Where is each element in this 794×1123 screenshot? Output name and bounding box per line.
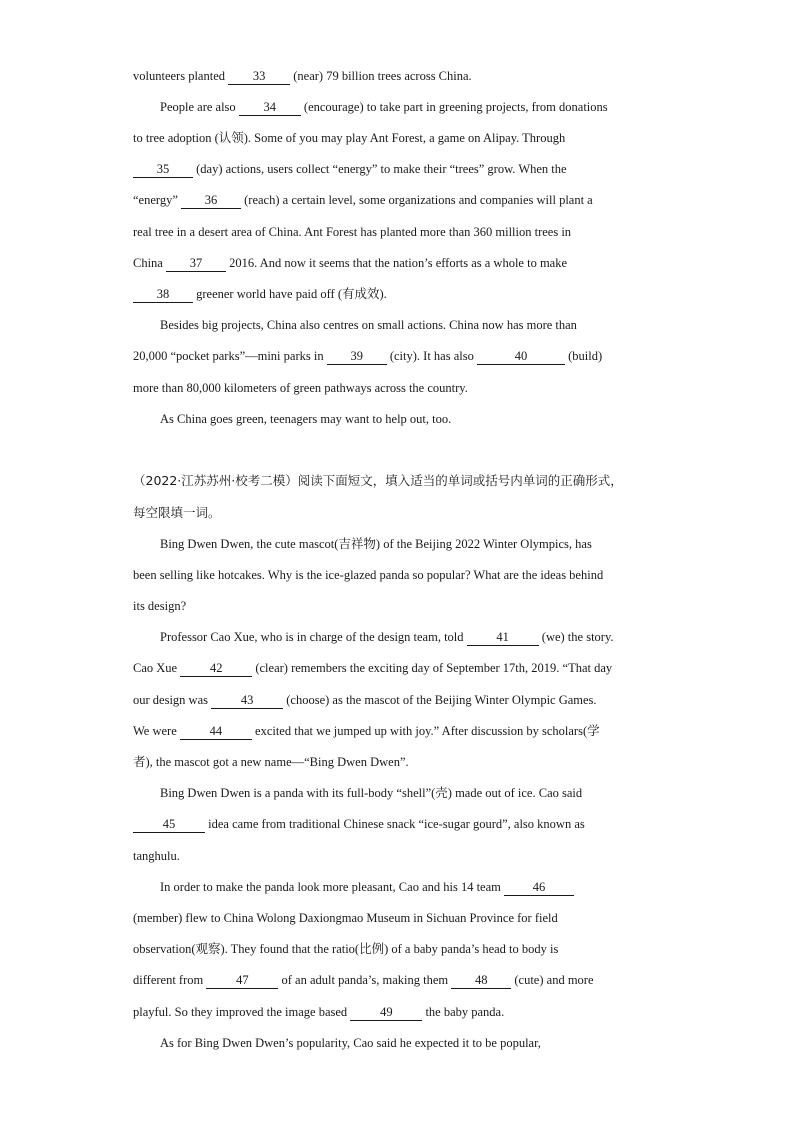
text-line: [133, 128, 664, 148]
text-run: (cute) and more: [511, 973, 594, 987]
text-run: (choose) as the mascot of the Beijing Winter Olympic Games.: [283, 693, 597, 707]
answer-blank-38: 38: [133, 287, 193, 303]
text-line: [160, 877, 664, 897]
text-run: Bing Dwen Dwen, the cute mascot(吉祥物) of the Beijing 2022 Winter Olympics, has: [160, 537, 592, 551]
answer-blank-34: 34: [239, 100, 301, 116]
text-run: We were: [133, 724, 180, 738]
answer-blank-33: 33: [228, 69, 290, 85]
text-run: volunteers planted: [133, 69, 229, 83]
answer-blank-48: 48: [451, 973, 511, 989]
text-run: Professor Cao Xue, who is in charge of the design team, told: [160, 630, 467, 644]
text-run: real tree in a desert area of China. Ant Forest has planted more than 360 million trees in: [133, 225, 572, 239]
text-run: our design was: [133, 693, 212, 707]
text-run: greener world have paid off (有成效).: [193, 287, 387, 301]
text-line: [133, 1002, 664, 1022]
answer-blank-43: 43: [211, 693, 283, 709]
text-run: 2016. And now it seems that the nation’s efforts as a whole to make: [225, 256, 568, 270]
text-line: [133, 970, 664, 990]
text-run: the baby panda.: [422, 1005, 505, 1019]
text-run: (day) actions, users collect “energy” to make their “trees” grow. When the: [193, 162, 567, 176]
answer-blank-47: 47: [206, 973, 278, 989]
text-run: been selling like hotcakes. Why is the ice-glazed panda so popular? What are the ideas behind: [133, 568, 604, 582]
text-line: [133, 721, 664, 741]
text-line: [133, 565, 664, 585]
text-run: (we) the story.: [538, 630, 614, 644]
text-run: Bing Dwen Dwen is a panda with its full-body “shell”(壳) made out of ice. Cao said: [160, 786, 583, 800]
question-header: [133, 471, 664, 491]
text-run: playful. So they improved the image based: [133, 1005, 351, 1019]
text-line: [133, 66, 664, 86]
answer-blank-40: 40: [477, 349, 565, 365]
text-line: [133, 814, 664, 834]
text-line: [160, 315, 664, 335]
text-run: (near) 79 billion trees across China.: [290, 69, 472, 83]
text-line: [160, 783, 664, 803]
text-run: 每空限填一词。: [133, 505, 221, 520]
answer-blank-41: 41: [467, 630, 539, 646]
text-line: [133, 159, 664, 179]
text-line: [160, 627, 664, 647]
text-run: China: [133, 256, 166, 270]
text-run: “energy”: [133, 193, 182, 207]
text-run: Besides big projects, China also centres on small actions. China now has more than: [160, 318, 577, 332]
text-line: [133, 752, 664, 772]
text-run: (encourage) to take part in greening projects, from donations: [300, 100, 608, 114]
text-line: [133, 346, 664, 366]
text-run: As for Bing Dwen Dwen’s popularity, Cao said he expected it to be popular,: [160, 1036, 541, 1050]
text-run: People are also: [160, 100, 239, 114]
text-run: (member) flew to China Wolong Daxiongmao Museum in Sichuan Province for field: [133, 911, 558, 925]
answer-blank-46: 46: [504, 880, 574, 896]
text-line: [133, 690, 664, 710]
text-run: observation(观察). They found that the ratio(比例) of a baby panda’s head to body is: [133, 942, 559, 956]
answer-blank-39: 39: [327, 349, 387, 365]
text-run: excited that we jumped up with joy.” After discussion by scholars(学: [251, 724, 600, 738]
text-line: [133, 596, 664, 616]
text-line: [133, 253, 664, 273]
text-run: (city). It has also: [386, 349, 477, 363]
answer-blank-42: 42: [180, 661, 252, 677]
answer-blank-35: 35: [133, 162, 193, 178]
question-header: [133, 503, 664, 523]
text-run: 者), the mascot got a new name—“Bing Dwen Dwen”.: [133, 755, 409, 769]
text-line: [133, 190, 664, 210]
text-run: its design?: [133, 599, 187, 613]
answer-blank-45: 45: [133, 817, 205, 833]
text-run: more than 80,000 kilometers of green pathways across the country.: [133, 381, 468, 395]
text-run: (build): [564, 349, 603, 363]
text-line: [133, 846, 664, 866]
text-line: [133, 939, 664, 959]
text-run: （2022·江苏苏州·校考二模）阅读下面短文，填入适当的单词或括号内单词的正确形式，: [133, 473, 623, 488]
text-run: 20,000 “pocket parks”—mini parks in: [133, 349, 327, 363]
text-line: [160, 1033, 664, 1053]
text-line: [133, 222, 664, 242]
text-run: In order to make the panda look more pleasant, Cao and his 14 team: [160, 880, 504, 894]
answer-blank-44: 44: [180, 724, 252, 740]
text-run: to tree adoption (认领). Some of you may play Ant Forest, a game on Alipay. Through: [133, 131, 566, 145]
text-line: [160, 534, 664, 554]
text-line: [133, 378, 664, 398]
answer-blank-37: 37: [166, 256, 226, 272]
text-run: As China goes green, teenagers may want to help out, too.: [160, 412, 452, 426]
answer-blank-36: 36: [181, 193, 241, 209]
text-run: tanghulu.: [133, 849, 180, 863]
answer-blank-49: 49: [350, 1005, 422, 1021]
text-line: [160, 97, 664, 117]
text-line: [133, 658, 664, 678]
text-line: [133, 908, 664, 928]
text-run: Cao Xue: [133, 661, 181, 675]
text-line: [160, 409, 664, 429]
text-run: (reach) a certain level, some organizations and companies will plant a: [241, 193, 593, 207]
text-run: of an adult panda’s, making them: [278, 973, 452, 987]
text-line: [133, 284, 664, 304]
text-run: (clear) remembers the exciting day of September 17th, 2019. “That day: [252, 661, 613, 675]
text-run: different from: [133, 973, 207, 987]
text-run: idea came from traditional Chinese snack “ice-sugar gourd”, also known as: [205, 817, 585, 831]
